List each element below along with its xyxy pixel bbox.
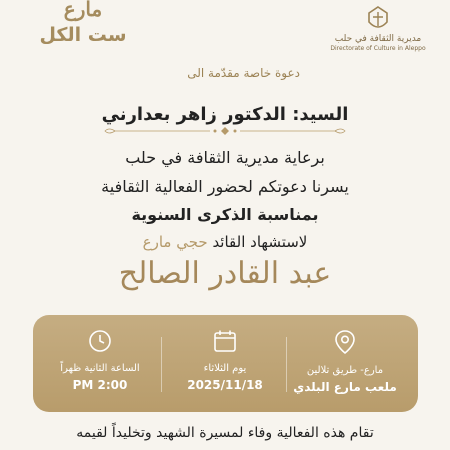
- martyrdom-prefix: لاستشهاد القائد: [212, 233, 308, 251]
- event-date: 2025/11/18: [187, 378, 263, 392]
- panel-divider: [161, 337, 162, 392]
- logo-mark: مارع: [63, 0, 103, 21]
- event-details-panel: [33, 315, 418, 412]
- directorate-name-ar: مديرية الثقافة في حلب: [334, 34, 422, 44]
- martyr-logo: [28, 0, 138, 50]
- footer-text: تقام هذه الفعالية وفاء لمسيرة الشهيد وتخليداً لقيمه: [76, 425, 374, 441]
- invitation-label: دعوة خاصة مقدّمة الى: [187, 66, 300, 80]
- recipient-name: السيد: الدكتور زاهر بعدارني: [101, 104, 349, 125]
- event-day: يوم الثلاثاء: [203, 363, 247, 374]
- date-detail: [164, 315, 286, 412]
- invite-line: يسرنا دعوتكم لحضور الفعالية الثقافية: [101, 177, 349, 196]
- logo-subtitle: ست الكل: [39, 24, 127, 46]
- occasion-line: بمناسبة الذكرى السنوية: [131, 205, 319, 224]
- ornament-divider: [95, 126, 355, 136]
- honoree-name: عبد القادر الصالح: [118, 256, 332, 291]
- calendar-icon: [213, 329, 237, 353]
- location-pin-icon: [334, 329, 356, 355]
- directorate-logo: [318, 0, 438, 68]
- location-street: مارع- طريق تلالين: [306, 365, 384, 376]
- location-detail: [284, 315, 406, 412]
- location-venue: ملعب مارع البلدي: [293, 380, 397, 394]
- patronage-line: برعاية مديرية الثقافة في حلب: [125, 148, 325, 167]
- directorate-name-en: Directorate of Culture in Aleppo: [330, 45, 426, 52]
- event-time-label: الساعة الثانية ظهراً: [60, 363, 140, 374]
- time-detail: [39, 315, 161, 412]
- leader-nickname: حجي مارع: [142, 233, 208, 251]
- clock-icon: [88, 329, 112, 353]
- directorate-emblem-icon: [363, 4, 393, 34]
- panel-divider: [286, 337, 287, 392]
- martyrdom-line: [0, 233, 450, 251]
- event-time: 2:00 PM: [72, 378, 128, 392]
